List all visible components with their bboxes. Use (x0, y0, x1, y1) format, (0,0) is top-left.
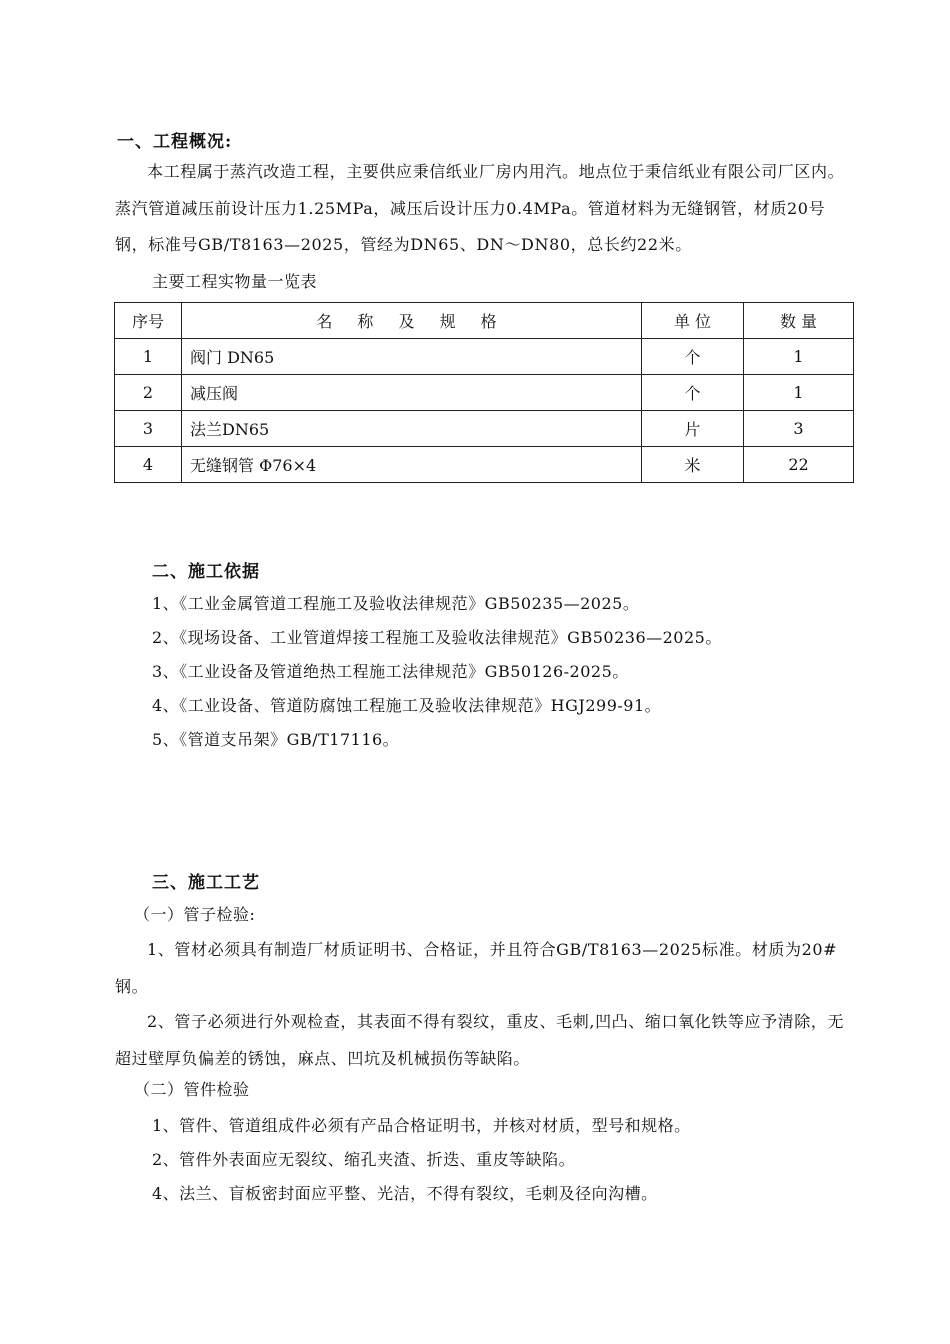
subsection-pipe-inspection: （一）管子检验: (134, 905, 256, 924)
fitting-inspection-item: 2、管件外表面应无裂纹、缩孔夹渣、折迭、重皮等缺陷。 (152, 1150, 576, 1169)
cell-unit: 个 (642, 339, 744, 375)
cell-index: 1 (115, 339, 182, 375)
subsection-fitting-inspection: （二）管件检验 (134, 1080, 250, 1099)
header-cell-unit: 单 位 (642, 303, 744, 339)
fitting-inspection-item: 1、管件、管道组成件必须有产品合格证明书，并核对材质，型号和规格。 (152, 1116, 691, 1135)
pipe-inspection-item: 2、管子必须进行外观检查，其表面不得有裂纹，重皮、毛刺,凹凸、缩口氧化铁等应予清除，无超过壁厚负偏差的锈蚀，麻点、凹坑及机械损伤等缺陷。 (115, 1012, 845, 1068)
cell-name: 阀门 DN65 (182, 339, 642, 375)
section1-heading: 一、工程概况: (117, 132, 233, 152)
cell-quantity: 1 (744, 339, 854, 375)
section3-heading: 三、施工工艺 (152, 873, 260, 893)
cell-quantity: 3 (744, 411, 854, 447)
cell-index: 4 (115, 447, 182, 483)
section2-heading: 二、施工依据 (152, 562, 260, 582)
cell-quantity: 22 (744, 447, 854, 483)
cell-unit: 米 (642, 447, 744, 483)
basis-item: 2、《现场设备、工业管道焊接工程施工及验收法律规范》GB50236—2025。 (152, 628, 722, 647)
cell-quantity: 1 (744, 375, 854, 411)
table-row (115, 447, 854, 483)
pipe-inspection-item: 1、管材必须具有制造厂材质证明书、合格证，并且符合GB/T8163—2025标准。材质为20#钢。 (115, 940, 838, 996)
basis-item: 4、《工业设备、管道防腐蚀工程施工及验收法律规范》HGJ299-91。 (152, 696, 662, 715)
cell-name: 法兰DN65 (182, 411, 642, 447)
table-row (115, 411, 854, 447)
cell-unit: 片 (642, 411, 744, 447)
cell-index: 3 (115, 411, 182, 447)
basis-item: 5、《管道支吊架》GB/T17116。 (152, 730, 400, 749)
cell-index: 2 (115, 375, 182, 411)
fitting-inspection-item: 4、法兰、盲板密封面应平整、光洁，不得有裂纹，毛刺及径向沟槽。 (152, 1184, 658, 1203)
header-cell-name: 名 称 及 规 格 (182, 303, 642, 339)
basis-item: 1、《工业金属管道工程施工及验收法律规范》GB50235—2025。 (152, 594, 640, 613)
table-header-row (115, 303, 854, 339)
basis-item: 3、《工业设备及管道绝热工程施工法律规范》GB50126-2025。 (152, 662, 629, 681)
header-cell-index: 序号 (115, 303, 182, 339)
table-title: 主要工程实物量一览表 (152, 272, 318, 291)
header-cell-quantity: 数 量 (744, 303, 854, 339)
cell-name: 减压阀 (182, 375, 642, 411)
table-row (115, 339, 854, 375)
section1-paragraph: 本工程属于蒸汽改造工程，主要供应秉信纸业厂房内用汽。地点位于秉信纸业有限公司厂区内。蒸汽管道减压前设计压力1.25MPa，减压后设计压力0.4MPa。管道材料为无缝钢管，材质20号钢，标准号GB/T8163—2025，管经为DN65、DN～DN80，总长约22米。 (115, 162, 845, 254)
cell-name: 无缝钢管 Φ76×4 (182, 447, 642, 483)
quantity-table (114, 302, 854, 483)
table-row (115, 375, 854, 411)
cell-unit: 个 (642, 375, 744, 411)
